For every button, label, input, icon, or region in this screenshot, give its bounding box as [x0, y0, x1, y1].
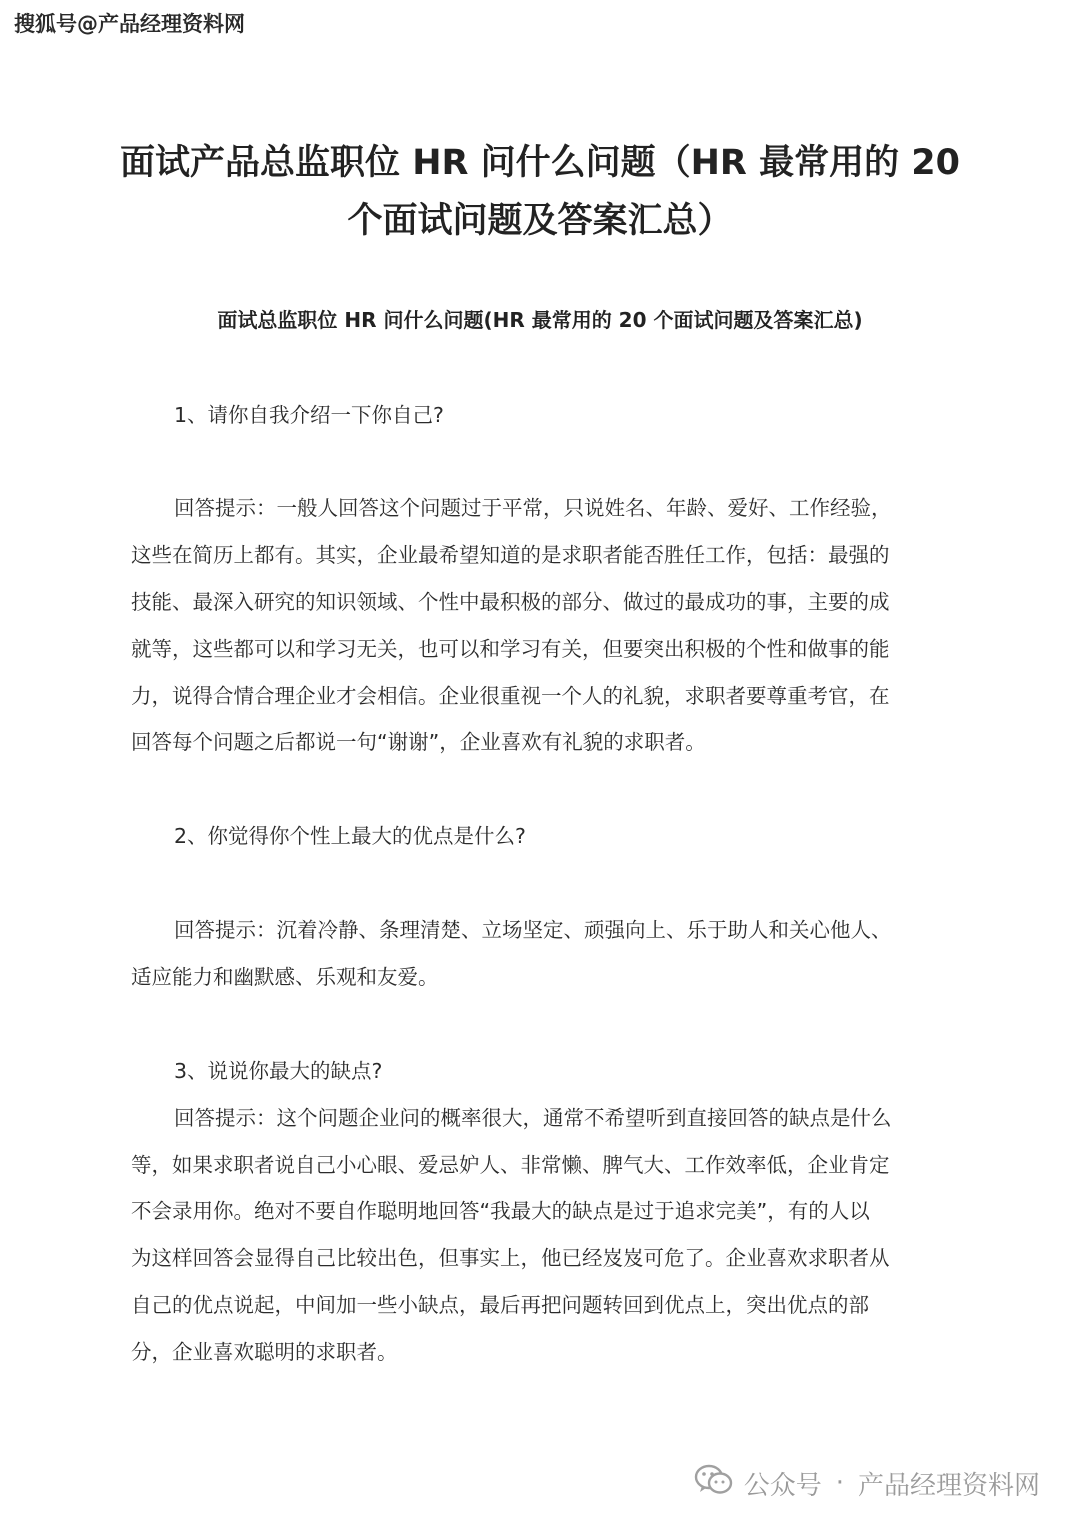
answer-1-line: 力，说得合情合理企业才会相信。企业很重视一个人的礼貌，求职者要尊重考官，在	[131, 684, 890, 708]
subtitle: 面试总监职位 HR 问什么问题(HR 最常用的 20 个面试问题及答案汇总)	[217, 308, 863, 332]
question-1: 1、请你自我介绍一下你自己?	[174, 403, 444, 427]
answer-3-line: 等，如果求职者说自己小心眼、爱忌妒人、非常懒、脾气大、工作效率低，企业肯定	[131, 1153, 890, 1177]
wechat-icon	[694, 1463, 734, 1504]
footer-account-name: 产品经理资料网	[857, 1470, 1040, 1501]
question-3: 3、说说你最大的缺点?	[174, 1059, 383, 1083]
footer-prefix: 公众号	[743, 1470, 822, 1501]
answer-3-line: 回答提示：这个问题企业问的概率很大，通常不希望听到直接回答的缺点是什么	[174, 1106, 892, 1130]
page-title-line-1: 面试产品总监职位 HR 问什么问题（HR 最常用的 20	[120, 143, 960, 183]
answer-2-line: 回答提示：沉着冷静、条理清楚、立场坚定、顽强向上、乐于助人和关心他人、	[174, 918, 892, 942]
page-title-line-2: 个面试问题及答案汇总）	[347, 201, 733, 241]
answer-3-line: 自己的优点说起，中间加一些小缺点，最后再把问题转回到优点上，突出优点的部	[131, 1293, 869, 1317]
answer-1-line: 回答每个问题之后都说一句“谢谢”，企业喜欢有礼貌的求职者。	[131, 730, 706, 754]
answer-3-line: 不会录用你。绝对不要自作聪明地回答“我最大的缺点是过于追求完美”，有的人以	[131, 1199, 870, 1223]
answer-1-line: 技能、最深入研究的知识领域、个性中最积极的部分、做过的最成功的事，主要的成	[131, 590, 890, 614]
answer-1-line: 这些在简历上都有。其实，企业最希望知道的是求职者能否胜任工作，包括：最强的	[131, 543, 890, 567]
answer-3-line: 为这样回答会显得自己比较出色，但事实上，他已经岌岌可危了。企业喜欢求职者从	[131, 1246, 890, 1270]
source-watermark: 搜狐号@产品经理资料网	[14, 12, 245, 36]
footer-watermark	[694, 1463, 1040, 1503]
answer-1-line: 就等，这些都可以和学习无关，也可以和学习有关，但要突出积极的个性和做事的能	[131, 637, 890, 661]
answer-3-line: 分，企业喜欢聪明的求职者。	[131, 1340, 398, 1364]
answer-2-line: 适应能力和幽默感、乐观和友爱。	[131, 965, 439, 989]
question-2: 2、你觉得你个性上最大的优点是什么?	[174, 824, 526, 848]
footer-separator: ·	[835, 1468, 844, 1498]
answer-1-line: 回答提示：一般人回答这个问题过于平常，只说姓名、年龄、爱好、工作经验，	[174, 496, 892, 520]
